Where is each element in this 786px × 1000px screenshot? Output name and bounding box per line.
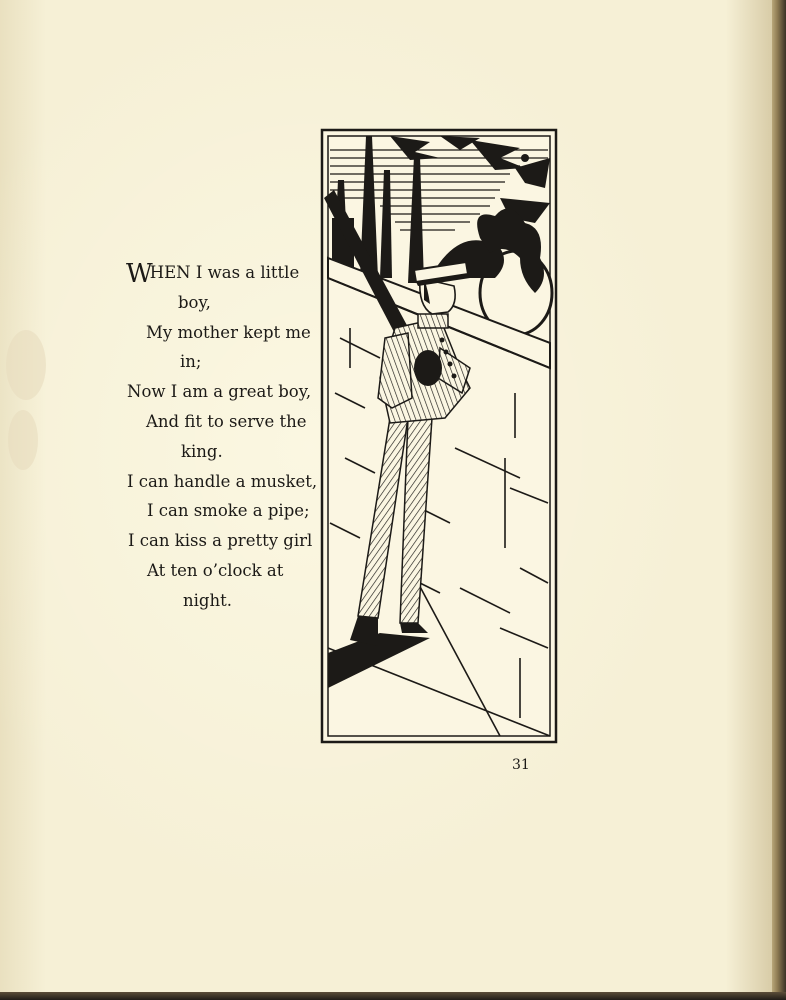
page-number: 31 [512, 757, 530, 773]
poem-line: boy, [178, 292, 211, 312]
drop-cap: W [126, 259, 153, 289]
poem-line: WHEN I was a little [126, 259, 300, 289]
poem-text [120, 258, 320, 616]
poem-line: king. [181, 441, 223, 461]
book-bottom-edge [0, 992, 786, 1000]
poem-line: I can handle a musket, [127, 471, 318, 491]
poem-line: in; [180, 352, 202, 372]
book-edge [772, 0, 786, 1000]
poem-line: And fit to serve the [146, 411, 307, 431]
poem-line: Now I am a great boy, [127, 382, 312, 402]
paper-stain [8, 410, 38, 470]
poem-line: I can smoke a pipe; [147, 501, 310, 521]
poem-line: I can kiss a pretty girl [128, 531, 313, 551]
soldier-woodcut-illustration [320, 128, 558, 744]
poem-line: night. [183, 590, 232, 610]
poem-line: My mother kept me [146, 322, 311, 342]
paper-stain [6, 330, 46, 400]
poem-line: At ten o’clock at [147, 560, 284, 580]
